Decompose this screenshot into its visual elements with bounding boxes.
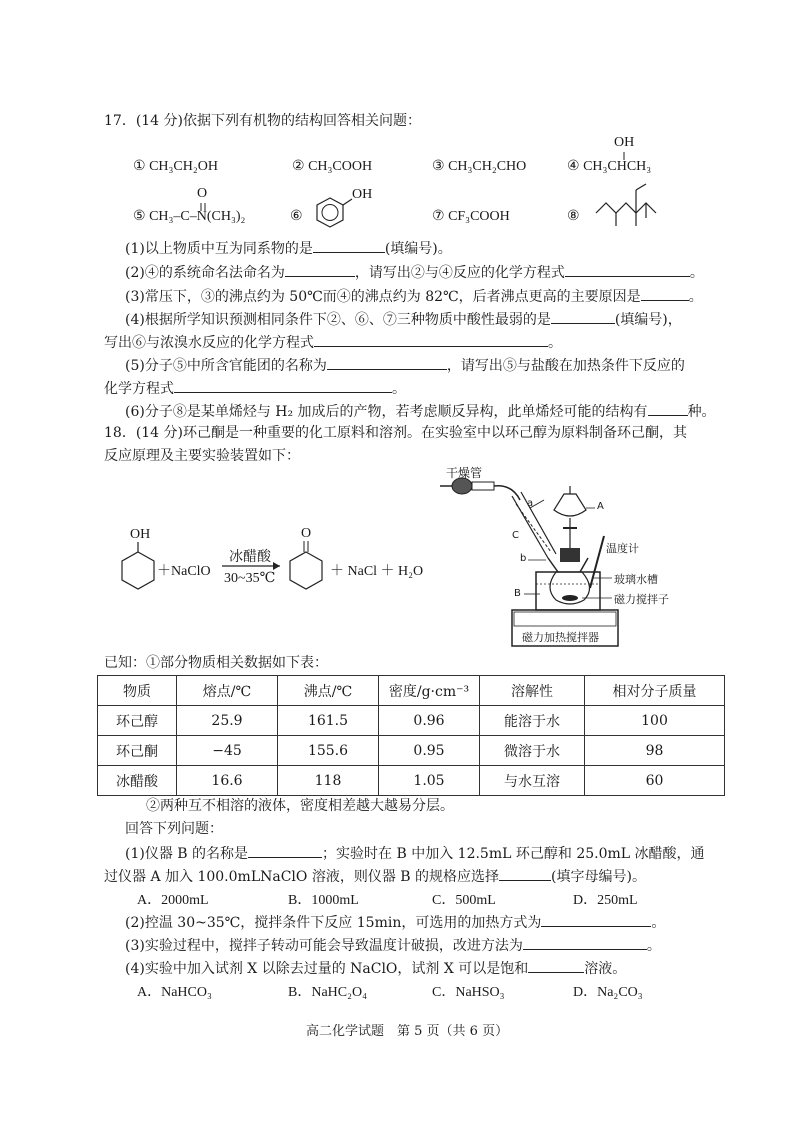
plus-naclo: ＋NaClO: [157, 564, 211, 579]
table-cell: 0.96: [379, 706, 480, 736]
compound-8-num: ⑧: [567, 209, 580, 224]
label-stir-bar: 磁力搅拌子: [614, 593, 669, 606]
label-b: b: [520, 553, 527, 564]
q17-line-4b: 写出⑥与浓溴水反应的化学方程式 。: [104, 332, 562, 352]
label-a: a: [527, 498, 534, 509]
table-cell: 微溶于水: [480, 736, 585, 766]
q18-header-1: 18．(14 分)环己酮是一种重要的化工原料和溶剂。在实验室中以环己醇为原料制备环己酮，其: [104, 425, 688, 441]
q18-part1-option-d: D．250mL: [573, 893, 638, 908]
label-glass-tank: 玻璃水槽: [614, 573, 658, 586]
q18-part1-option-b: B．1000mL: [288, 893, 359, 908]
stir-bar: [562, 595, 578, 601]
label-B: B: [514, 588, 521, 599]
q18-part4: (4)实验中加入试剂 X 以除去过量的 NaClO，试剂 X 可以是饱和 溶液。: [125, 958, 626, 978]
q17-line-5: (5)分子⑤中所含官能团的名称为 ，请写出⑤与盐酸在加热条件下反应的: [125, 355, 685, 375]
cyclohexanone-o: O: [301, 526, 312, 541]
label-A: A: [597, 501, 604, 512]
properties-table: [97, 675, 725, 796]
table-cell: 能溶于水: [480, 706, 585, 736]
label-thermometer: 温度计: [606, 542, 639, 555]
q18-part4-option-a: A．NaHCO₃: [137, 985, 212, 1000]
table-cell: 118: [278, 766, 379, 796]
q18-part2: (2)控温 30~35℃，搅拌条件下反应 15min，可选用的加热方式为 。: [125, 912, 665, 932]
table-cell: 25.9: [177, 706, 278, 736]
answer-intro: 回答下列问题：: [125, 821, 223, 837]
table-cell: 与水互溶: [480, 766, 585, 796]
condition-top: 冰醋酸: [229, 549, 271, 565]
q17-line-2: (2)④的系统命名法命名为 ，请写出②与④反应的化学方程式 。: [125, 262, 704, 282]
compound-7: ⑦ CF₃COOH: [432, 209, 510, 224]
compound-1: ① CH₃CH₂OH: [133, 159, 218, 174]
q18-part4-option-b: B．NaHC₂O₄: [288, 985, 367, 1000]
q18-part4-option-d: D．Na₂CO₃: [573, 985, 643, 1000]
table-header: 密度/g·cm⁻³: [379, 676, 480, 706]
table-header: 相对分子质量: [585, 676, 725, 706]
q17-header: 17．(14 分)依据下列有机物的结构回答相关问题：: [104, 113, 422, 129]
compound-4-oh: OH: [614, 135, 635, 150]
label-C: C: [512, 530, 519, 541]
table-row: [98, 736, 725, 766]
q18-part1-option-c: C．500mL: [432, 893, 496, 908]
table-cell: 环己酮: [98, 736, 177, 766]
table-header: 溶解性: [480, 676, 585, 706]
q17-line-3: (3)常压下，③的沸点约为 50℃而④的沸点约为 82℃，后者沸点更高的主要原因是 。: [125, 286, 703, 306]
table-cell: 0.95: [379, 736, 480, 766]
page-footer: 高二化学试题 第 5 页（共 6 页）: [306, 1024, 509, 1039]
table-cell: −45: [177, 736, 278, 766]
q18-part3: (3)实验过程中，搅拌子转动可能会导致温度计破损，改进方法为 。: [125, 935, 661, 955]
table-row: [98, 706, 725, 736]
q17-line-6: (6)分子⑧是某单烯烃与 H₂ 加成后的产物，若考虑顺反异构，此单烯烃可能的结构有 种。: [125, 401, 716, 421]
table-header: 物质: [98, 676, 177, 706]
table-header: 沸点/℃: [278, 676, 379, 706]
compound-6-num: ⑥: [290, 209, 303, 224]
q18-part1-line2: 过仪器 A 加入 100.0mLNaClO 溶液，则仪器 B 的规格应选择 (填字母编号)。: [104, 866, 646, 886]
table-cell: 60: [585, 766, 725, 796]
compound-3: ③ CH₃CH₂CHO: [432, 159, 527, 174]
table-header-row: [98, 676, 725, 706]
table-cell: 冰醋酸: [98, 766, 177, 796]
table-cell: 100: [585, 706, 725, 736]
table-cell: 环己醇: [98, 706, 177, 736]
note-2: ②两种互不相溶的液体，密度相差越大越易分层。: [146, 798, 454, 814]
compound-4: ④ CH₃CHCH₃: [567, 159, 652, 174]
q18-header-2: 反应原理及主要实验装置如下：: [104, 448, 300, 464]
label-stirrer: 磁力加热搅拌器: [522, 631, 599, 644]
q18-part1-option-a: A．2000mL: [137, 893, 209, 908]
table-header: 熔点/℃: [177, 676, 278, 706]
q17-line-1: (1)以上物质中互为同系物的是 (填编号)。: [125, 238, 452, 258]
table-cell: 161.5: [278, 706, 379, 736]
compound-6-oh: OH: [352, 187, 373, 202]
table-row: [98, 766, 725, 796]
q18-part1-line1: (1)仪器 B 的名称是 ；实验时在 B 中加入 12.5mL 环己醇和 25.0mL 冰醋酸，通: [125, 843, 705, 863]
q18-part4-option-c: C．NaHSO₃: [432, 985, 505, 1000]
table-cell: 98: [585, 736, 725, 766]
label-drying-tube: 干燥管: [446, 466, 483, 480]
compound-2: ② CH₃COOH: [292, 159, 373, 174]
q17-line-4: (4)根据所学知识预测相同条件下②、⑥、⑦三种物质中酸性最弱的是 (填编号)，: [125, 309, 682, 329]
condition-bottom: 30~35℃: [224, 571, 276, 586]
compound-5-oxygen: O: [197, 186, 208, 201]
products: ＋ NaCl ＋ H₂O: [330, 564, 424, 579]
table-cell: 16.6: [177, 766, 278, 796]
q17-line-5b: 化学方程式 。: [104, 378, 406, 398]
cyclohexanol-oh: OH: [130, 527, 151, 542]
table-cell: 155.6: [278, 736, 379, 766]
known-intro: 已知：①部分物质相关数据如下表：: [104, 655, 328, 671]
table-cell: 1.05: [379, 766, 480, 796]
compound-5: ⑤ CH₃–C–N(CH₃)₂: [133, 209, 246, 224]
